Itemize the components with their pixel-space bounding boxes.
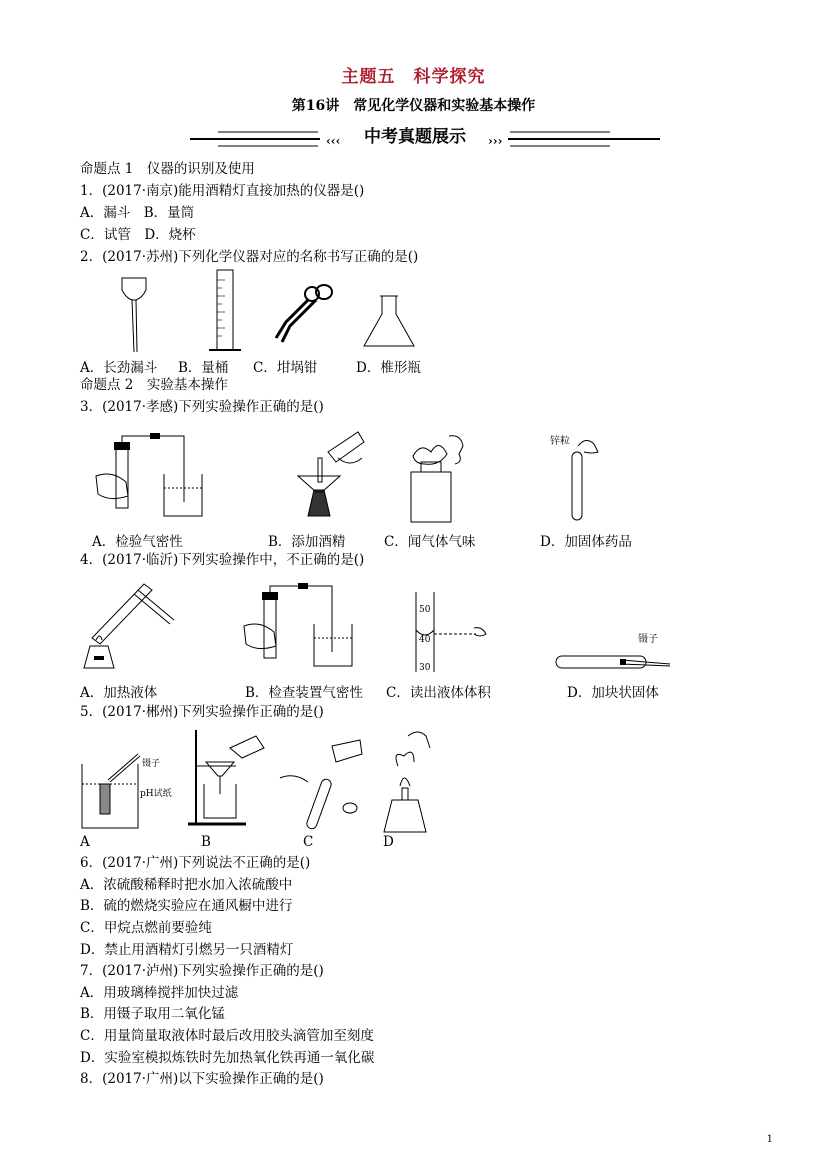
q2-caption-b: B．量桶 [178,360,229,376]
add-solid-figure [548,432,608,522]
section-label-1: 命题点 1 仪器的识别及使用 [80,161,255,177]
q2-stem: 2．(2017·苏州)下列化学仪器对应的名称书写正确的是() [80,249,419,265]
page-title: 主题五 科学探究 [341,67,486,87]
q7-option-c: C．用量筒量取液体时最后改用胶头滴管加至刻度 [80,1028,374,1044]
add-alcohol-figure [278,428,368,523]
q4-caption-c: C．读出液体体积 [386,685,491,701]
conical-flask-figure [360,292,420,352]
q1-option-ab: A．漏斗 B．量筒 [80,205,195,221]
q1-option-cd: C．试管 D．烧杯 [80,227,196,243]
q6-stem: 6．(2017·广州)下列说法不正确的是() [80,855,311,871]
q7-option-a: A．用玻璃棒搅拌加快过滤 [80,985,239,1001]
q2-caption-d: D．椎形瓶 [356,360,421,376]
q7-option-d: D．实验室模拟炼铁时先加热氧化铁再通一氧化碳 [80,1050,375,1066]
ph-paper-label: pH试纸 [140,789,172,799]
q6-option-b: B．硫的燃烧实验应在通风橱中进行 [80,898,293,914]
q6-option-d: D．禁止用酒精灯引燃另一只酒精灯 [80,942,294,958]
tick-50: 50 [419,605,431,615]
q5-stem: 5．(2017·郴州)下列实验操作正确的是() [80,704,324,720]
add-block-solid-figure [552,630,672,680]
tick-30: 30 [419,663,431,673]
q4-stem: 4．(2017·临沂)下列实验操作中，不正确的是() [80,552,365,568]
tick-40: 40 [419,635,431,645]
section-label-2: 命题点 2 实验基本操作 [80,377,228,393]
page-number: 1 [766,1134,773,1145]
q2-caption-a: A．长劲漏斗 [80,360,158,376]
q5-tweezer-label: 镊子 [142,759,161,769]
read-volume-figure [410,590,510,675]
smell-gas-figure [405,432,480,522]
light-lamp-figure [374,726,444,836]
q5-caption-d: D [383,834,394,850]
q5-caption-b: B [201,834,211,850]
q2-caption-c: C．坩埚钳 [253,360,318,376]
q3-caption-c: C．闻气体气味 [384,534,476,550]
airtightness-check-figure [92,432,212,522]
heat-liquid-figure [78,580,178,675]
q3-caption-d: D．加固体药品 [540,534,632,550]
q6-option-a: A．浓硫酸稀释时把水加入浓硫酸中 [80,877,293,893]
banner-text: 中考真题展示 [364,127,466,147]
zinc-label: 锌粒 [550,436,570,447]
q4-caption-a: A．加热液体 [80,685,158,701]
q4-caption-d: D．加块状固体 [567,685,659,701]
q4-caption-b: B．检查装置气密性 [245,685,363,701]
svg-text:‹‹‹: ‹‹‹ [326,134,341,148]
check-airtightness-figure [240,582,360,672]
long-neck-funnel-figure [110,270,170,355]
q3-caption-a: A．检验气密性 [92,534,183,550]
q6-option-c: C．甲烷点燃前要验纯 [80,920,212,936]
q3-stem: 3．(2017·孝感)下列实验操作正确的是() [80,399,324,415]
graduated-cylinder-figure [205,266,245,356]
svg-text:›››: ››› [488,134,503,148]
lesson-subtitle: 第16讲 常见化学仪器和实验基本操作 [291,98,536,114]
q3-caption-b: B．添加酒精 [268,534,346,550]
tweezer-label: 镊子 [638,634,658,645]
crucible-tongs-figure [268,280,343,350]
pour-liquid-figure [274,738,364,833]
q7-stem: 7．(2017·泸州)下列实验操作正确的是() [80,963,324,979]
q8-stem: 8．(2017·广州)以下实验操作正确的是() [80,1071,324,1087]
q1-stem: 1．(2017·南京)能用酒精灯直接加热的仪器是() [80,183,365,199]
q5-caption-c: C [303,834,314,850]
q7-option-b: B．用镊子取用二氧化锰 [80,1006,225,1022]
ph-test-figure [80,754,190,834]
q5-caption-a: A [80,834,90,850]
